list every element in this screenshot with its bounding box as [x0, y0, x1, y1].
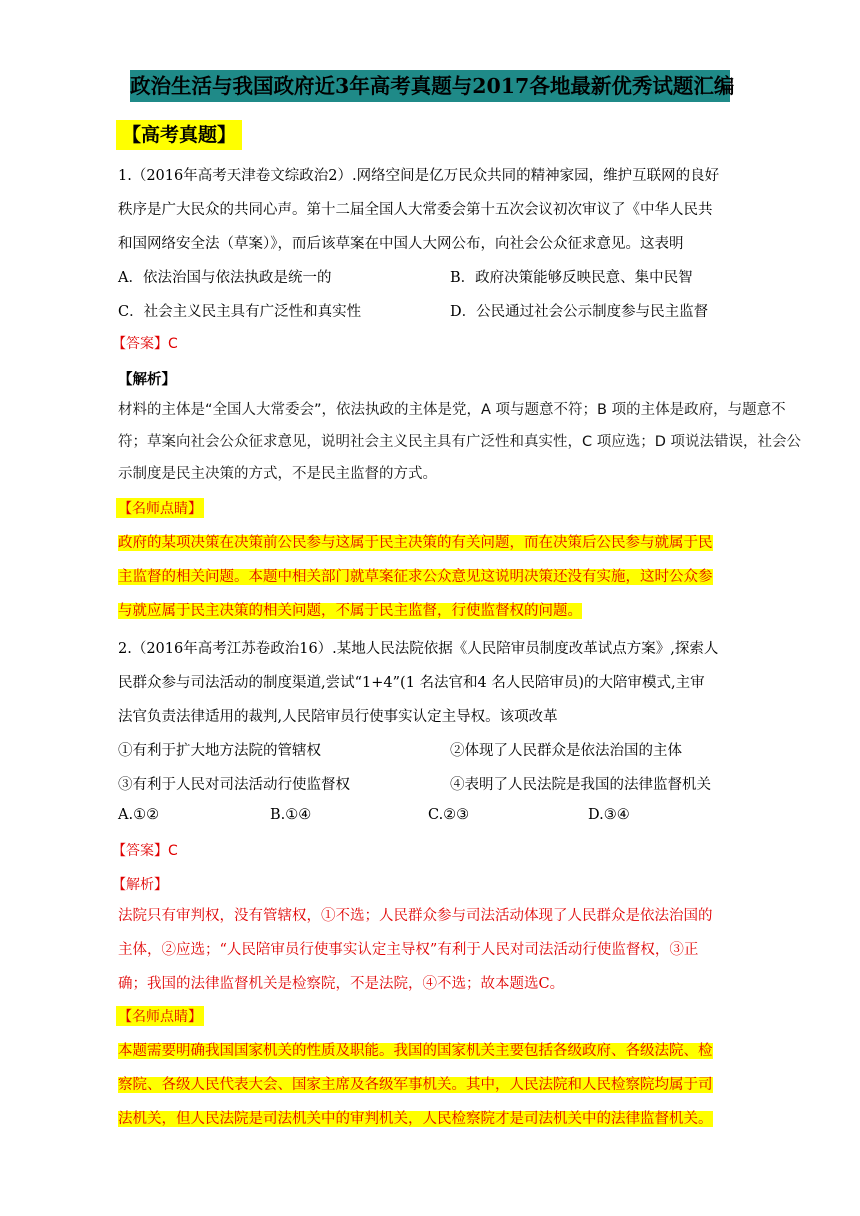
q1-analysis-label: 【解析】: [118, 372, 176, 388]
q2-analysis-text: [118, 899, 742, 1001]
q1-tip-line1: 政府的某项决策在决策前公民参与这属于民主决策的有关问题，而在决策后公民参与就属于民: [118, 535, 713, 551]
q1-option-a: A．依法治国与依法执政是统一的: [118, 270, 332, 286]
q2-stem-line1: 2.（2016年高考江苏卷政治16）.某地人民法院依据《人民陪审员制度改革试点方案》,探索人: [118, 641, 719, 657]
page-title: 政治生活与我国政府近3年高考真题与2017各地最新优秀试题汇编: [130, 70, 730, 102]
q1-tip-text: [118, 526, 742, 628]
q2-analysis-line2: 主体，②应选；“人民陪审员行使事实认定主导权”有利于人民对司法活动行使监督权，③正: [118, 942, 699, 958]
q1-answer: 【答案】C: [112, 336, 178, 352]
q2-tip-line3: 法机关，但人民法院是司法机关中的审判机关，人民检察院才是司法机关中的法律监督机关。: [118, 1111, 713, 1127]
q2-item-3: ③有利于人民对司法活动行使监督权: [118, 777, 350, 793]
q1-option-c: C．社会主义民主具有广泛性和真实性: [118, 304, 362, 320]
q1-stem-line2: 秩序是广大民众的共同心声。第十二届全国人大常委会第十五次会议初次审议了《中华人民共: [118, 202, 713, 218]
q1-analysis-text: [118, 394, 818, 490]
q2-stem-line3: 法官负责法律适用的裁判,人民陪审员行使事实认定主导权。该项改革: [118, 709, 558, 725]
q2-item-4: ④表明了人民法院是我国的法律监督机关: [450, 777, 711, 793]
q2-analysis-line3: 确；我国的法律监督机关是检察院，不是法院，④不选；故本题选C。: [118, 976, 565, 992]
q1-option-d: D．公民通过社会公示制度参与民主监督: [450, 304, 709, 320]
q1-stem-line1: 1.（2016年高考天津卷文综政治2）.网络空间是亿万民众共同的精神家园，维护互联网的良好: [118, 168, 720, 184]
q1-analysis-line2: 符；草案向社会公众征求意见，说明社会主义民主具有广泛性和真实性，C 项应选；D 项说法错误，社会公: [118, 434, 802, 450]
q2-option-a: A.①②: [118, 807, 160, 823]
q1-stem-line3: 和国网络安全法（草案）》，而后该草案在中国人大网公布，向社会公众征求意见。这表明: [118, 236, 684, 252]
q2-tip-label: 【名师点睛】: [116, 1006, 204, 1026]
q2-option-d: D.③④: [588, 807, 630, 823]
q2-tip-line2: 察院、各级人民代表大会、国家主席及各级军事机关。其中，人民法院和人民检察院均属于司: [118, 1077, 713, 1093]
q2-analysis-label: 【解析】: [112, 877, 168, 893]
q2-option-c: C.②③: [428, 807, 470, 823]
q2-answer: 【答案】C: [112, 843, 178, 859]
q2-item-2: ②体现了人民群众是依法治国的主体: [450, 743, 682, 759]
q2-option-b: B.①④: [270, 807, 312, 823]
q1-tip-line3: 与就应属于民主决策的相关问题，不属于民主监督，行使监督权的问题。: [118, 603, 582, 619]
q1-tip-label: 【名师点睛】: [116, 498, 204, 518]
section-heading: 【高考真题】: [116, 120, 242, 150]
q2-tip-line1: 本题需要明确我国国家机关的性质及职能。我国的国家机关主要包括各级政府、各级法院、检: [118, 1043, 713, 1059]
q1-option-b: B．政府决策能够反映民意、集中民智: [450, 270, 693, 286]
q1-tip-line2: 主监督的相关问题。本题中相关部门就草案征求公众意见这说明决策还没有实施，这时公众参: [118, 569, 713, 585]
q2-analysis-line1: 法院只有审判权，没有管辖权，①不选；人民群众参与司法活动体现了人民群众是依法治国的: [118, 908, 713, 924]
q2-tip-text: [118, 1034, 742, 1136]
q2-item-1: ①有利于扩大地方法院的管辖权: [118, 743, 321, 759]
q1-analysis-line1: 材料的主体是“全国人大常委会”，依法执政的主体是党，A 项与题意不符；B 项的主体是政府，与题意不: [118, 402, 786, 418]
q1-analysis-line3: 示制度是民主决策的方式，不是民主监督的方式。: [118, 466, 437, 482]
q2-stem-line2: 民群众参与司法活动的制度渠道,尝试“1+4”(1 名法官和4 名人民陪审员)的大陪审模式,主审: [118, 675, 705, 691]
